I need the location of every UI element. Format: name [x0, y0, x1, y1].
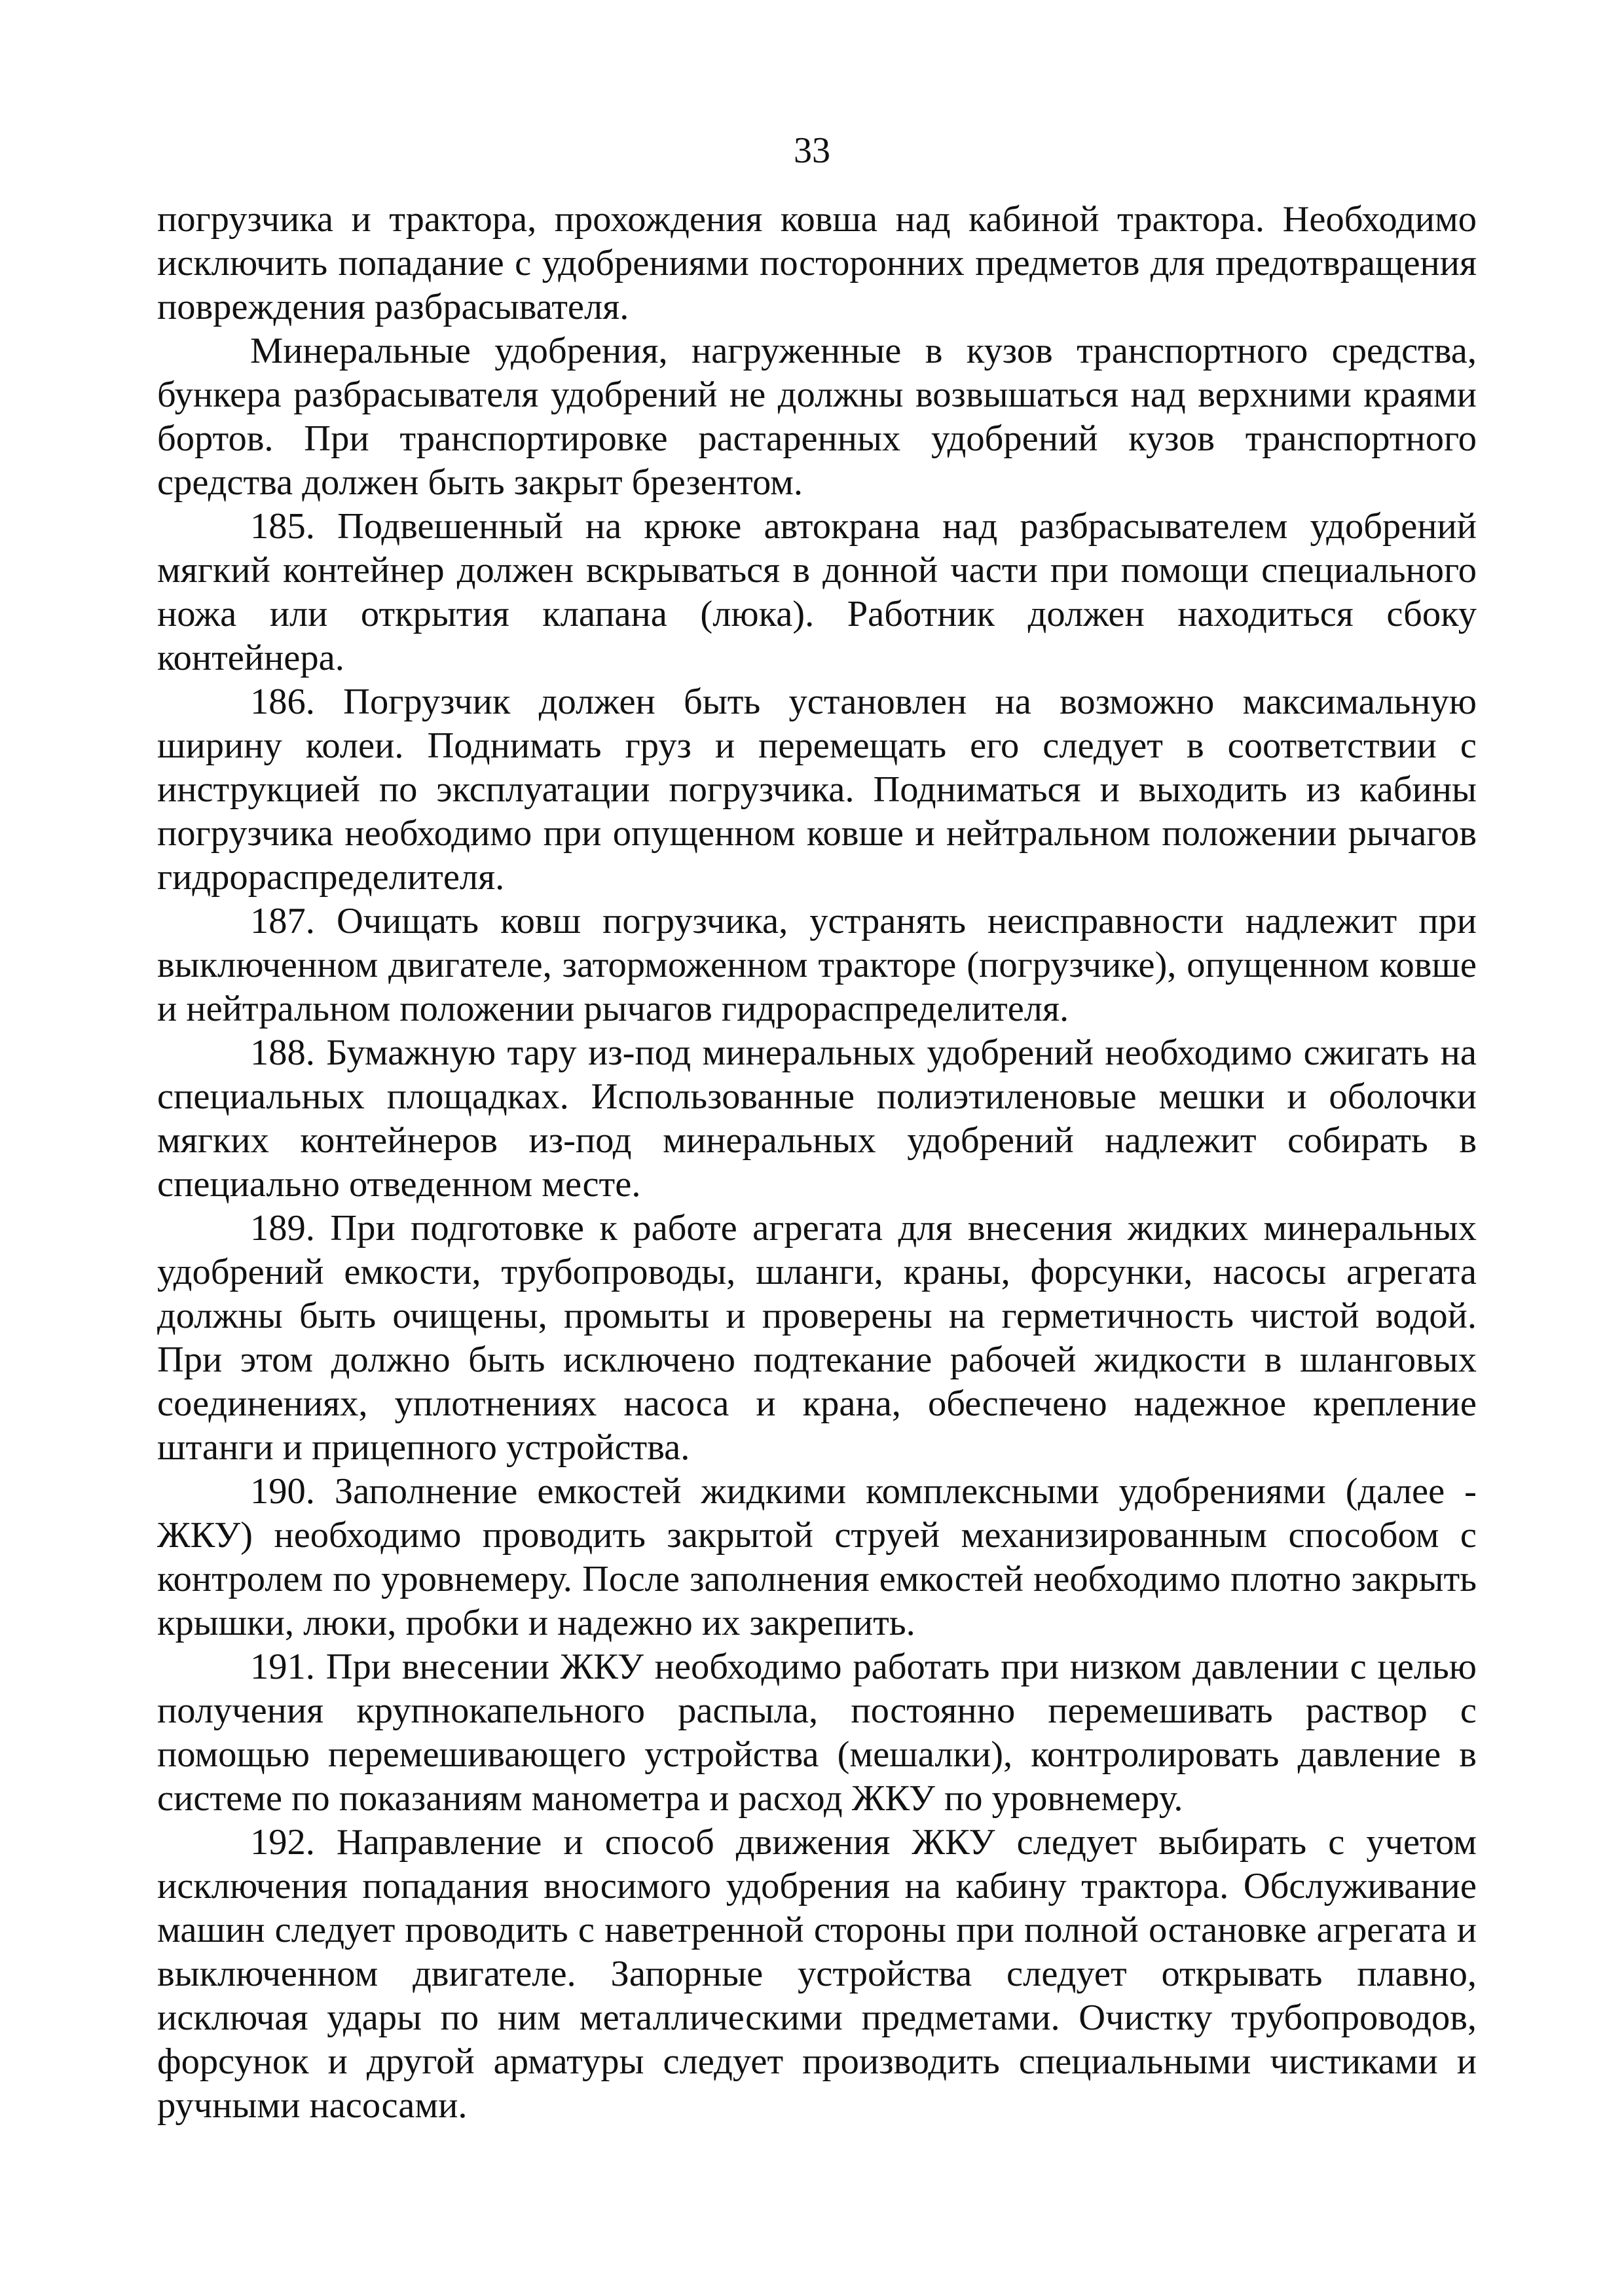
paragraph-185: 185. Подвешенный на крюке автокрана над разбрасывателем удобрений мягкий контейнер должен вскрываться в донной части при помощи специального ножа или открытия клапана (люка). Работник должен находиться сбоку контейнера.	[157, 506, 1477, 678]
paragraph-190: 190. Заполнение емкостей жидкими комплексными удобрениями (далее - ЖКУ) необходимо проводить закрытой струей механизированным способом с контролем по уровнемеру. После заполнения емкостей необходимо плотно закрыть крышки, люки, пробки и надежно их закрепить.	[157, 1471, 1477, 1643]
paragraph-192: 192. Направление и способ движения ЖКУ следует выбирать с учетом исключения попадания вносимого удобрения на кабину трактора. Обслуживание машин следует проводить с наветренной стороны при полной остановке агрегата и выключенном двигателе. Запорные устройства следует открывать плавно, исключая удары по ним металлическими предметами. Очистку трубопроводов, форсунок и другой арматуры следует производить специальными чистиками и ручными насосами.	[157, 1822, 1477, 2126]
body-text	[157, 198, 1477, 2128]
paragraph-mineral-fertilizers: Минеральные удобрения, нагруженные в кузов транспортного средства, бункера разбрасывателя удобрений не должны возвышаться над верхними краями бортов. При транспортировке растаренных удобрений кузов транспортного средства должен быть закрыт брезентом.	[157, 331, 1477, 503]
paragraph-186: 186. Погрузчик должен быть установлен на возможно максимальную ширину колеи. Поднимать груз и перемещать его следует в соответствии с инструкцией по эксплуатации погрузчика. Подниматься и выходить из кабины погрузчика необходимо при опущенном ковше и нейтральном положении рычагов гидрораспределителя.	[157, 682, 1477, 898]
paragraph-continuation: погрузчика и трактора, прохождения ковша над кабиной трактора. Необходимо исключить попадание с удобрениями посторонних предметов для предотвращения повреждения разбрасывателя.	[157, 199, 1477, 327]
paragraph-189: 189. При подготовке к работе агрегата для внесения жидких минеральных удобрений емкости, трубопроводы, шланги, краны, форсунки, насосы агрегата должны быть очищены, промыты и проверены на герметичность чистой водой. При этом должно быть исключено подтекание рабочей жидкости в шланговых соединениях, уплотнениях насоса и крана, обеспечено надежное крепление штанги и прицепного устройства.	[157, 1208, 1477, 1468]
paragraph-191: 191. При внесении ЖКУ необходимо работать при низком давлении с целью получения крупнокапельного распыла, постоянно перемешивать раствор с помощью перемешивающего устройства (мешалки), контролировать давление в системе по показаниям манометра и расход ЖКУ по уровнемеру.	[157, 1647, 1477, 1819]
paragraph-187: 187. Очищать ковш погрузчика, устранять неисправности надлежит при выключенном двигателе, заторможенном тракторе (погрузчике), опущенном ковше и нейтральном положении рычагов гидрораспределителя.	[157, 901, 1477, 1029]
paragraph-188: 188. Бумажную тару из-под минеральных удобрений необходимо сжигать на специальных площадках. Использованные полиэтиленовые мешки и оболочки мягких контейнеров из-под минеральных удобрений надлежит собирать в специально отведенном месте.	[157, 1032, 1477, 1205]
page-number: 33	[794, 130, 830, 171]
